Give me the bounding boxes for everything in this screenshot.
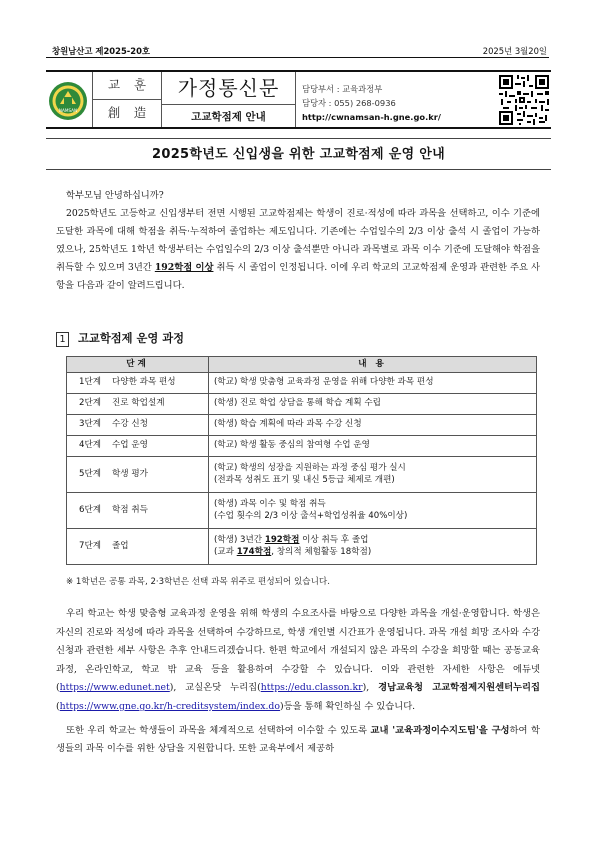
stage-content: (학생) 진로 학업 상담을 통해 학습 계획 수립 bbox=[209, 394, 537, 415]
table-row bbox=[67, 415, 537, 436]
motto-label-row bbox=[93, 72, 161, 100]
stage-name: 다양한 과목 편성 bbox=[112, 377, 176, 388]
graduation-credit-emphasis: 192학점 이상 bbox=[154, 262, 214, 273]
body-text: 또한 우리 학교는 학생들이 과목을 체계적으로 선택하여 이수할 수 있도록 bbox=[66, 724, 371, 736]
content-line: (학교) 학생의 성장을 지원하는 과정 중심 평가 실시 bbox=[214, 463, 406, 474]
table-row bbox=[67, 394, 537, 415]
greeting: 학부모님 안녕하십니까? bbox=[66, 190, 164, 201]
intro-text: 취득 시 졸업이 인정됩니다. 이에 우리 학교의 고교학점제 운영과 관련한 주요 사항을 다음과 같이 알려드립니다. bbox=[56, 262, 540, 291]
stage-cell bbox=[67, 457, 209, 493]
table-header-row bbox=[67, 357, 537, 373]
content-line: (전과목 성취도 표기 및 내신 5등급 체제로 개편) bbox=[214, 474, 395, 485]
stage-content: (학교) 학생 맞춤형 교육과정 운영을 위해 다양한 과목 편성 bbox=[209, 373, 537, 394]
content-text: (교과 bbox=[214, 546, 237, 557]
phone: 담당자 : 055) 268-0936 bbox=[302, 98, 396, 108]
school-logo-icon bbox=[48, 79, 88, 123]
section-number: 1 bbox=[56, 332, 69, 347]
table-row bbox=[67, 436, 537, 457]
stage-number: 1단계 bbox=[79, 377, 102, 388]
body-section bbox=[56, 605, 540, 759]
column-header: 내 용 bbox=[209, 357, 537, 373]
section-title-text: 고교학점제 운영 과정 bbox=[78, 332, 185, 346]
qr-code-icon[interactable] bbox=[499, 75, 549, 125]
body-paragraph bbox=[56, 722, 540, 759]
stage-content bbox=[209, 493, 537, 529]
intro-section bbox=[56, 187, 540, 295]
body-text: )등을 통해 확인하실 수 있습니다. bbox=[279, 700, 416, 712]
content-text: (학생) 3년간 bbox=[214, 535, 265, 546]
stage-cell bbox=[67, 493, 209, 529]
stage-cell bbox=[67, 436, 209, 457]
stage-number: 3단계 bbox=[79, 419, 102, 430]
body-text: ( bbox=[56, 700, 60, 712]
section-title bbox=[56, 332, 184, 347]
stage-name: 학점 취득 bbox=[112, 504, 148, 515]
stage-cell bbox=[67, 529, 209, 565]
stage-content bbox=[209, 529, 537, 565]
stage-name: 진로 학업설계 bbox=[112, 398, 165, 409]
stage-content: (학생) 학습 계획에 따라 과목 수강 신청 bbox=[209, 415, 537, 436]
intro-paragraph bbox=[56, 205, 540, 295]
stage-table bbox=[66, 356, 537, 565]
column-header: 단계 bbox=[67, 357, 209, 373]
motto-char: 創 bbox=[107, 105, 121, 121]
content-line: (학생) 과목 이수 및 학점 취득 bbox=[214, 499, 326, 510]
content-text: 이상 취득 후 졸업 bbox=[299, 535, 369, 546]
support-center-emphasis: 경남교육청 고교학점제지원센터누리집 bbox=[378, 682, 540, 694]
motto-char: 훈 bbox=[133, 77, 147, 93]
stage-number: 2단계 bbox=[79, 398, 102, 409]
masthead bbox=[46, 70, 551, 129]
body-text: ), bbox=[362, 682, 379, 694]
stage-name: 수강 신청 bbox=[112, 419, 148, 430]
classon-link[interactable]: https://edu.classon.kr bbox=[260, 682, 363, 694]
team-emphasis: 교내 '교육과정이수지도팀'을 구성 bbox=[370, 724, 510, 736]
school-url-link[interactable]: http://cwnamsan-h.gne.go.kr/ bbox=[302, 112, 441, 122]
motto-char: 교 bbox=[107, 77, 121, 93]
stage-number: 6단계 bbox=[79, 504, 102, 515]
content-text: , 창의적 체험활동 18학점) bbox=[271, 546, 372, 557]
table-row bbox=[67, 493, 537, 529]
stage-name: 졸업 bbox=[112, 540, 129, 551]
top-divider bbox=[46, 57, 549, 58]
motto-char: 造 bbox=[133, 105, 147, 121]
notice-subtitle: 고교학점제 안내 bbox=[191, 111, 266, 123]
table-row bbox=[67, 373, 537, 394]
stage-number: 7단계 bbox=[79, 540, 102, 551]
edunet-link[interactable]: https://www.edunet.net bbox=[59, 682, 170, 694]
stage-number: 4단계 bbox=[79, 440, 102, 451]
gne-credit-link[interactable]: https://www.gne.go.kr/h-creditsystem/index.do bbox=[59, 700, 280, 712]
credit-emphasis: 192학점 bbox=[264, 535, 300, 546]
body-text: ), 교실온닷 누리집( bbox=[169, 682, 261, 694]
stage-content: (학교) 학생 활동 중심의 참여형 수업 운영 bbox=[209, 436, 537, 457]
stage-name: 수업 운영 bbox=[112, 440, 148, 451]
department: 담당부서 : 교육과정부 bbox=[302, 84, 383, 94]
stage-name: 학생 평가 bbox=[112, 468, 148, 479]
stage-number: 5단계 bbox=[79, 468, 102, 479]
table-row bbox=[67, 529, 537, 565]
body-text: 우리 학교는 학생 맞춤형 교육과정 운영을 위해 학생의 수요조사를 바탕으로 다양한 과목을 개설·운영합니다. 학생은 자신의 진로와 적성에 따라 과목을 선택하여 수강하므로, 학생 개인별 시간표가 운영됩니다. 과목 개설 희망 조사와 수강 신청과 관련한 세부 사항은 추후 안내드리겠습니다. 한편 학교에서 개설되지 않은 과목의 수강을 희망할 때는 공동교육과정, 온라인학교, 학교 밖 교육 등을 활용하여 수강할 수 있습니다. 이와 관련한 자세한 사항은 에듀넷( bbox=[56, 608, 540, 694]
stage-cell bbox=[67, 415, 209, 436]
intro-text: 2025학년도 고등학교 신입생부터 전면 시행된 고교학점제는 학생이 진로·적성에 따라 과목을 선택하고, 이수 기준에 도달한 과목에 대해 학점을 취득·누적하여 졸업하는 제도입니다. 기존에는 수업일수의 2/3 이상 출석 시 졸업이 가능하였으나, 25학년도 1학년 학생부터는 수업일수의 2/3 이상 출석뿐만 아니라 과목별로 과목 이수 기준에 도달해야 학점을 취득할 수 있으며 3년간 bbox=[56, 208, 540, 273]
notice-title-box bbox=[162, 72, 296, 127]
body-text: 하여 학생들의 과목 이수를 위한 상담을 지원합니다. 또한 교육부에서 제공하 bbox=[56, 724, 540, 755]
issue-date: 2025년 3월20일 bbox=[482, 46, 547, 56]
school-motto bbox=[92, 72, 162, 127]
notice-title: 가정통신문 bbox=[162, 72, 295, 105]
issue-number: 창원남산고 제2025-20호 bbox=[52, 46, 150, 56]
credit-emphasis: 174학점 bbox=[236, 546, 272, 557]
motto-value-row bbox=[93, 100, 161, 128]
table-footnote: ※ 1학년은 공통 과목, 2·3학년은 선택 과목 위주로 편성되어 있습니다. bbox=[66, 577, 330, 587]
stage-cell bbox=[67, 394, 209, 415]
body-paragraph bbox=[56, 605, 540, 717]
logo-wordmark: NAMSAN bbox=[58, 108, 78, 113]
stage-cell bbox=[67, 373, 209, 394]
content-line bbox=[214, 547, 531, 558]
notice-heading: 2025학년도 신입생을 위한 고교학점제 운영 안내 bbox=[46, 138, 551, 170]
content-line bbox=[214, 535, 531, 546]
stage-content bbox=[209, 457, 537, 493]
content-line: (수업 횟수의 2/3 이상 출석+학업성취율 40%이상) bbox=[214, 510, 408, 521]
table-row bbox=[67, 457, 537, 493]
contact-info bbox=[302, 82, 441, 124]
